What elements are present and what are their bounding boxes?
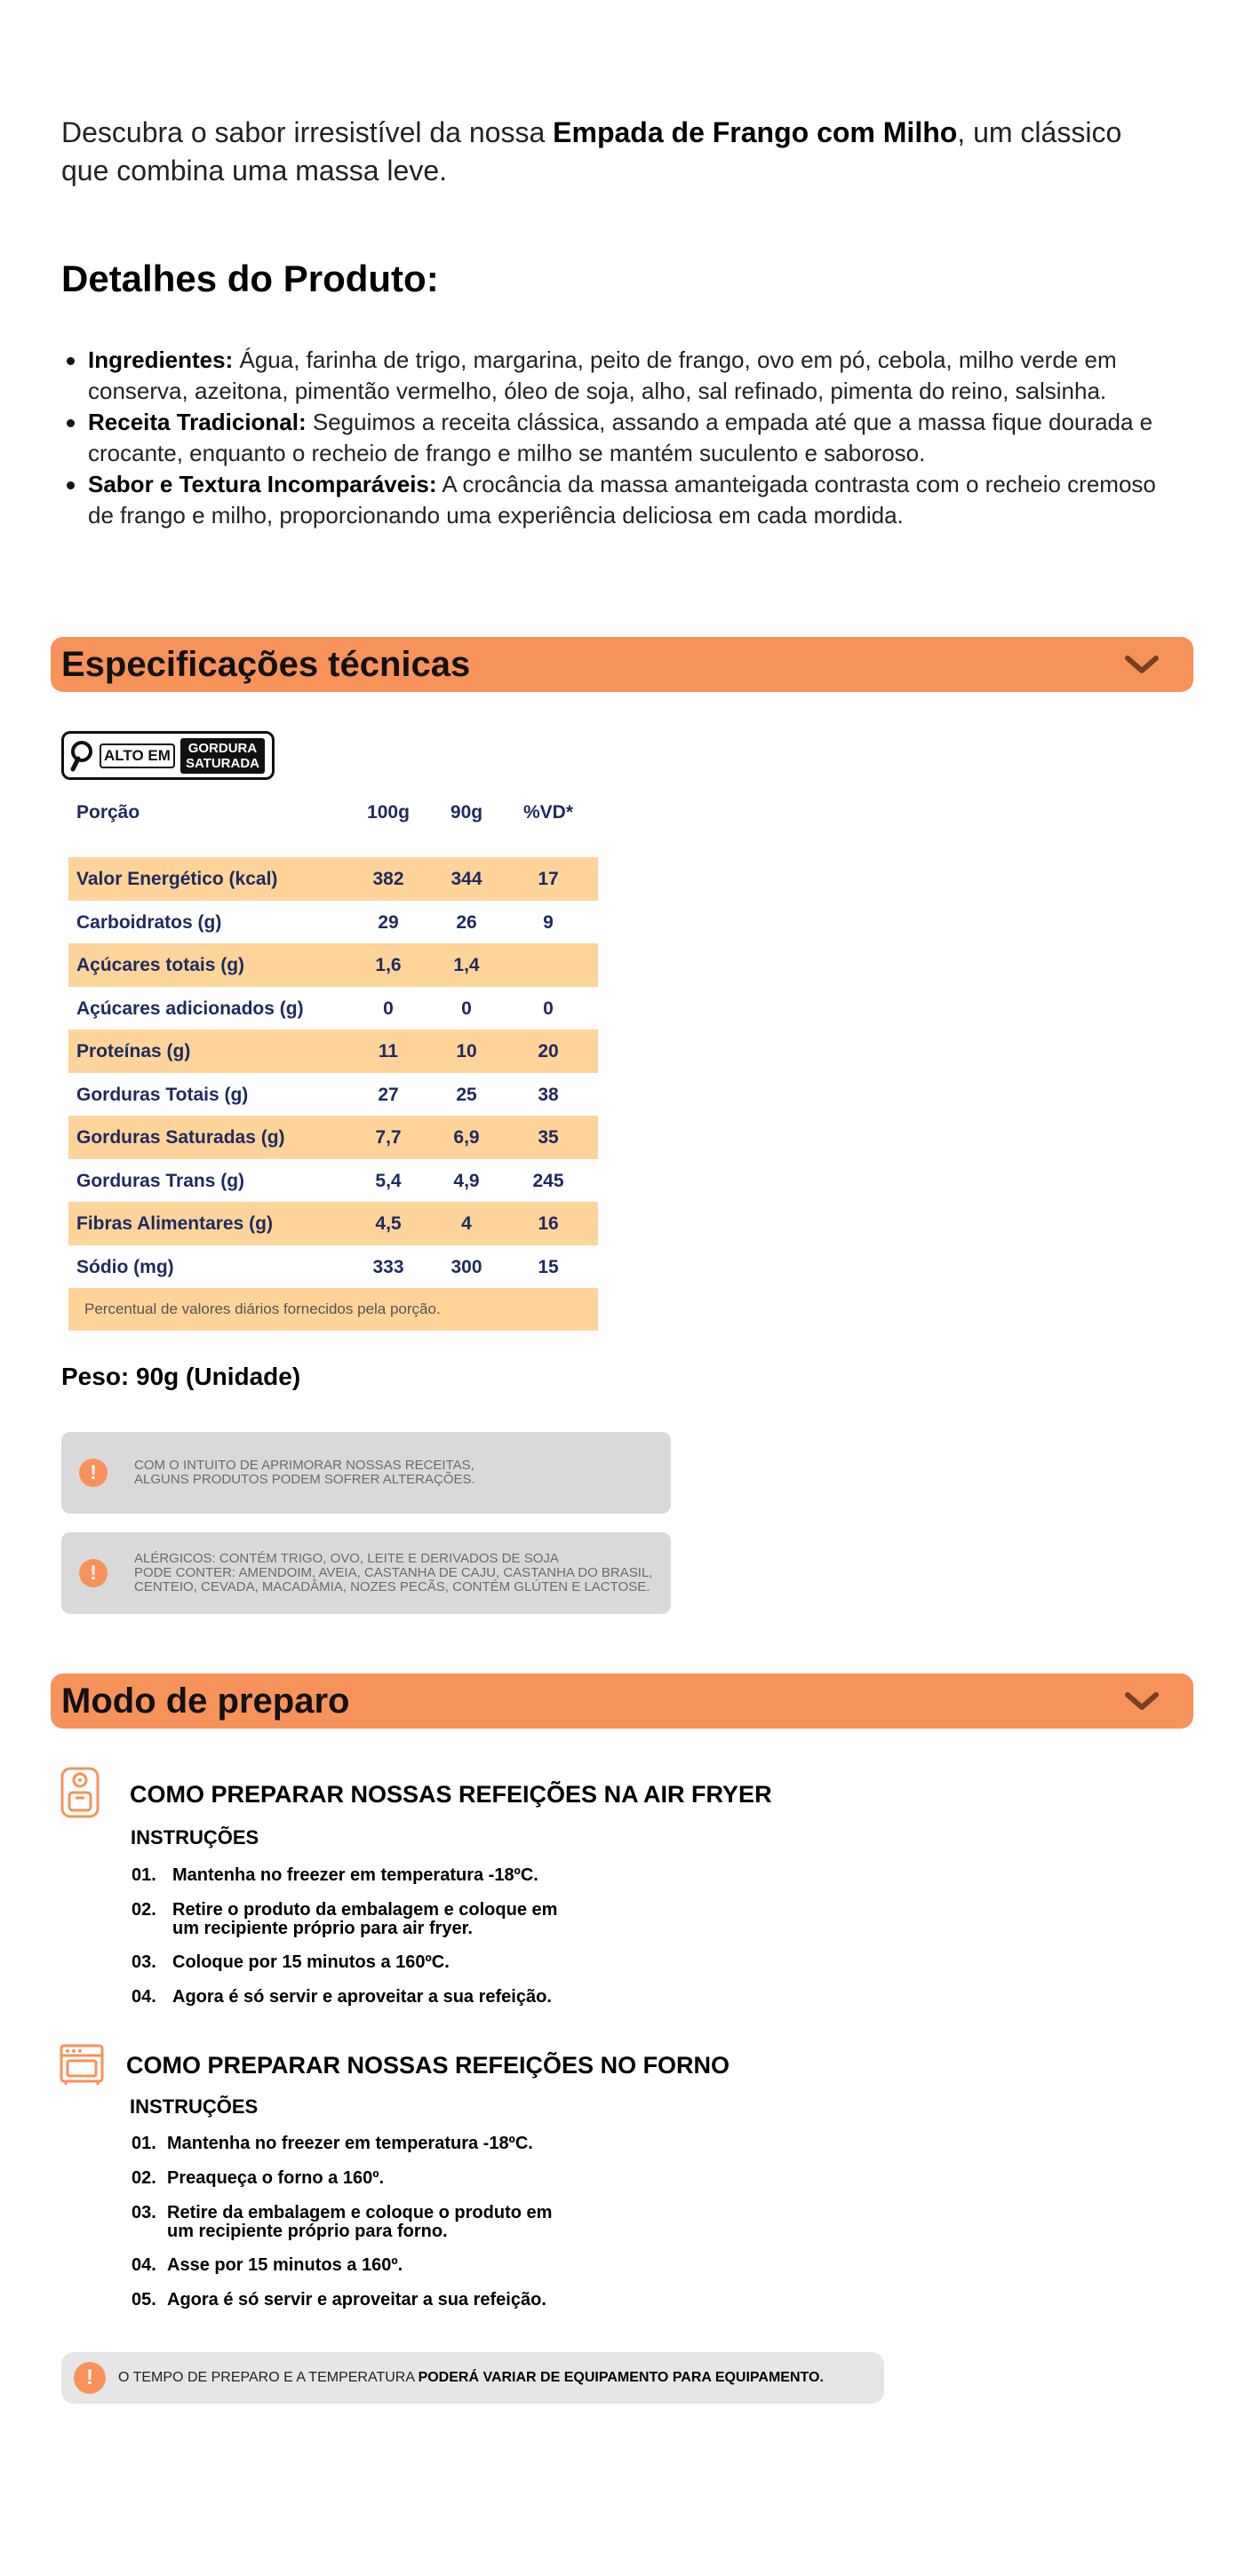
header-vd: %VD* xyxy=(522,802,574,823)
header-porcao: Porção xyxy=(76,802,140,823)
row-100g: 7,7 xyxy=(375,1127,402,1148)
step-number: 04. xyxy=(132,1987,156,2007)
airfryer-instructions-label: INSTRUÇÕES xyxy=(131,1826,259,1849)
row-label: Carboidratos (g) xyxy=(76,911,222,933)
row-label: Gorduras Saturadas (g) xyxy=(76,1127,285,1148)
product-weight: Peso: 90g (Unidade) xyxy=(61,1363,301,1390)
prep-accordion-header[interactable] xyxy=(51,1674,1193,1729)
step-text: Retire da embalagem e coloque o produto em um recipiente próprio para forno. xyxy=(167,2203,553,2241)
oven-icon xyxy=(59,2043,105,2086)
row-label: Gorduras Totais (g) xyxy=(76,1084,249,1105)
high-saturated-fat-badge xyxy=(61,731,275,780)
row-vd: 38 xyxy=(538,1084,559,1105)
item-label: Receita Tradicional: xyxy=(88,409,307,435)
spec-accordion-header[interactable] xyxy=(51,637,1193,692)
step-number: 01. xyxy=(132,2134,156,2153)
item-label: Ingredientes: xyxy=(88,346,234,373)
step-text: Agora é só servir e aproveitar a sua refeição. xyxy=(172,1987,552,2007)
table-row xyxy=(68,943,598,987)
row-90g: 344 xyxy=(451,869,482,889)
notice-normal: O TEMPO DE PREPARO E A TEMPERATURA xyxy=(118,2370,419,2385)
table-row xyxy=(68,1202,598,1245)
row-label: Proteínas (g) xyxy=(76,1041,191,1061)
chevron-down-icon[interactable] xyxy=(1122,651,1161,678)
row-vd: 15 xyxy=(538,1256,559,1277)
product-name: Empada de Frango com Milho xyxy=(553,116,958,148)
header-100g: 100g xyxy=(367,802,410,823)
oven-instructions-label: INSTRUÇÕES xyxy=(130,2095,259,2118)
row-vd: 245 xyxy=(532,1170,564,1191)
air-fryer-icon xyxy=(59,1766,101,1819)
row-90g: 25 xyxy=(456,1084,477,1105)
step-text: Agora é só servir e aproveitar a sua refeição. xyxy=(167,2290,546,2310)
row-vd: 9 xyxy=(543,911,554,933)
list-item xyxy=(61,469,1172,531)
row-vd: 17 xyxy=(538,869,559,889)
nutrition-table xyxy=(68,795,598,1277)
row-90g: 0 xyxy=(461,998,472,1019)
row-100g: 27 xyxy=(378,1084,399,1105)
prep-time-notice-text xyxy=(118,2370,824,2386)
row-label: Açúcares adicionados (g) xyxy=(76,998,304,1019)
step-number: 05. xyxy=(132,2290,156,2310)
step-text: Preaqueça o forno a 160º. xyxy=(167,2168,385,2188)
step-number: 02. xyxy=(132,1900,156,1920)
row-90g: 6,9 xyxy=(453,1127,480,1148)
table-footnote: Percentual de valores diários fornecidos pela porção. xyxy=(68,1288,598,1331)
notice-text: ALÉRGICOS: CONTÉM TRIGO, OVO, LEITE E DERIVADOS DE SOJA PODE CONTER: AMENDOIM, AVEIA, CASTANHA DE CAJU, CASTANHA DO BRASIL, CENTEIO, CEVADA, MACADÂMIA, NOZES PECÃS, CONTÉM GLÚTEN E LACTOSE. xyxy=(134,1551,653,1594)
row-100g: 333 xyxy=(372,1256,404,1277)
table-row xyxy=(68,1030,598,1073)
row-90g: 4 xyxy=(461,1213,472,1234)
row-vd: 16 xyxy=(538,1213,559,1234)
chevron-down-icon[interactable] xyxy=(1122,1688,1161,1714)
item-text: Seguimos a receita clássica, assando a empada até que a massa fique dourada e crocante, enquanto o recheio de frango e milho se mantém suculento e saboroso. xyxy=(88,409,1153,466)
prep-time-notice xyxy=(61,2352,884,2404)
row-100g: 0 xyxy=(383,998,394,1019)
magnifier-icon xyxy=(69,740,96,772)
row-100g: 4,5 xyxy=(375,1213,402,1234)
badge-line-1: GORDURA xyxy=(187,740,258,756)
badge-gordura-saturada xyxy=(180,738,265,774)
list-item xyxy=(61,345,1172,407)
spec-accordion-title: Especificações técnicas xyxy=(61,644,471,684)
table-row xyxy=(68,1159,598,1203)
row-label: Fibras Alimentares (g) xyxy=(76,1213,273,1234)
table-row xyxy=(68,901,598,944)
step-number: 01. xyxy=(132,1865,156,1885)
table-row xyxy=(68,1073,598,1117)
step-text: Coloque por 15 minutos a 160ºC. xyxy=(172,1952,450,1972)
table-row xyxy=(68,987,598,1030)
row-90g: 4,9 xyxy=(453,1170,480,1191)
step-number: 03. xyxy=(132,1952,156,1972)
row-100g: 1,6 xyxy=(375,955,402,975)
row-vd: 35 xyxy=(538,1127,559,1148)
row-100g: 29 xyxy=(378,911,399,933)
intro-paragraph xyxy=(61,114,1128,190)
notice-text: COM O INTUITO DE APRIMORAR NOSSAS RECEITAS, ALGUNS PRODUTOS PODEM SOFRER ALTERAÇÕES. xyxy=(134,1458,475,1487)
oven-title: COMO PREPARAR NOSSAS REFEIÇÕES NO FORNO xyxy=(126,2052,730,2079)
row-90g: 10 xyxy=(456,1041,477,1061)
airfryer-title: COMO PREPARAR NOSSAS REFEIÇÕES NA AIR FRYER xyxy=(130,1781,772,1808)
step-text: Retire o produto da embalagem e coloque em um recipiente próprio para air fryer. xyxy=(172,1900,558,1938)
row-vd: 0 xyxy=(543,998,554,1019)
details-list xyxy=(61,345,1172,531)
row-label: Valor Energético (kcal) xyxy=(76,869,278,889)
item-text: A crocância da massa amanteigada contrasta com o recheio cremoso de frango e milho, proporcionando uma experiência deliciosa em cada mordida. xyxy=(88,471,1156,529)
row-100g: 11 xyxy=(378,1041,399,1061)
row-100g: 5,4 xyxy=(375,1170,402,1191)
row-90g: 300 xyxy=(451,1256,482,1277)
row-label: Gorduras Trans (g) xyxy=(76,1170,245,1191)
notice-recipe-change xyxy=(61,1432,671,1514)
exclamation-icon: ! xyxy=(74,2362,106,2394)
row-90g: 26 xyxy=(456,911,477,933)
notice-allergens xyxy=(61,1532,671,1614)
item-text: Água, farinha de trigo, margarina, peito de frango, ovo em pó, cebola, milho verde em conserva, azeitona, pimentão vermelho, óleo de soja, alho, sal refinado, pimenta do reino, salsinha. xyxy=(88,346,1117,404)
notice-bold: PODERÁ VARIAR DE EQUIPAMENTO PARA EQUIPAMENTO. xyxy=(418,2370,824,2385)
row-90g: 1,4 xyxy=(453,955,480,975)
badge-alto-em: ALTO EM xyxy=(100,743,175,768)
exclamation-icon: ! xyxy=(79,1459,108,1487)
badge-line-2: SATURADA xyxy=(185,755,259,771)
item-label: Sabor e Textura Incomparáveis: xyxy=(88,471,437,497)
nutrition-rows xyxy=(68,857,598,1288)
row-label: Sódio (mg) xyxy=(76,1256,174,1277)
intro-after: , um clássico que combina uma massa leve. xyxy=(61,116,1122,187)
step-text: Mantenha no freezer em temperatura -18ºC. xyxy=(172,1865,538,1885)
nutrition-table-header xyxy=(68,795,598,831)
prep-accordion-title: Modo de preparo xyxy=(61,1681,350,1721)
table-row xyxy=(68,1245,598,1289)
step-number: 04. xyxy=(132,2255,156,2275)
details-title: Detalhes do Produto: xyxy=(61,258,439,299)
row-100g: 382 xyxy=(372,869,404,889)
row-vd: 20 xyxy=(538,1041,559,1061)
step-number: 03. xyxy=(132,2203,156,2222)
intro-before: Descubra o sabor irresistível da nossa xyxy=(61,116,554,148)
table-row xyxy=(68,1116,598,1159)
step-text: Mantenha no freezer em temperatura -18ºC. xyxy=(167,2134,533,2153)
header-90g: 90g xyxy=(450,802,483,823)
exclamation-icon: ! xyxy=(79,1559,108,1587)
list-item xyxy=(61,407,1172,469)
step-number: 02. xyxy=(132,2168,156,2188)
table-row xyxy=(68,857,598,901)
row-label: Açúcares totais (g) xyxy=(76,955,245,975)
step-text: Asse por 15 minutos a 160º. xyxy=(167,2255,403,2275)
